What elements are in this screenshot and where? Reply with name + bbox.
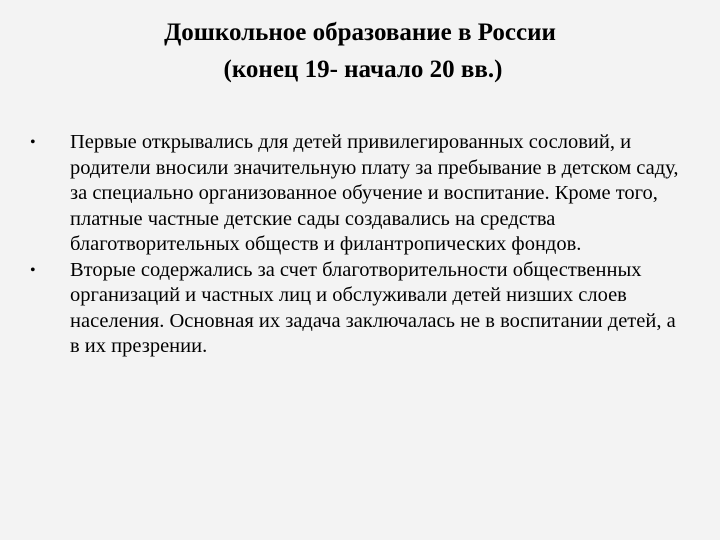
slide-title xyxy=(60,14,660,88)
bullet-list xyxy=(30,130,690,360)
bullet-marker: • xyxy=(30,261,36,279)
bullet-text: Первые открывались для детей привилегированных сословий, и родители вносили значительную плату за пребывание в детском саду, за специально организованное обучение и воспитание. Кроме того, платные частные детские сады создавались на средства благотворительных обществ и филантропических фондов. xyxy=(70,131,679,255)
bullet-item-second xyxy=(30,258,690,360)
bullet-marker: • xyxy=(30,134,36,151)
title-line-2: (конец 19- начало 20 вв.) xyxy=(223,56,503,83)
title-line-1: Дошкольное образование в России xyxy=(164,19,556,46)
bullet-item-first xyxy=(30,130,690,258)
bullet-text: Вторые содержались за счет благотворительности общественных организаций и частных лиц и обслуживали детей низших слоев населения. Основная их задача заключалась не в воспитании детей, а в их презрении. xyxy=(70,258,676,357)
